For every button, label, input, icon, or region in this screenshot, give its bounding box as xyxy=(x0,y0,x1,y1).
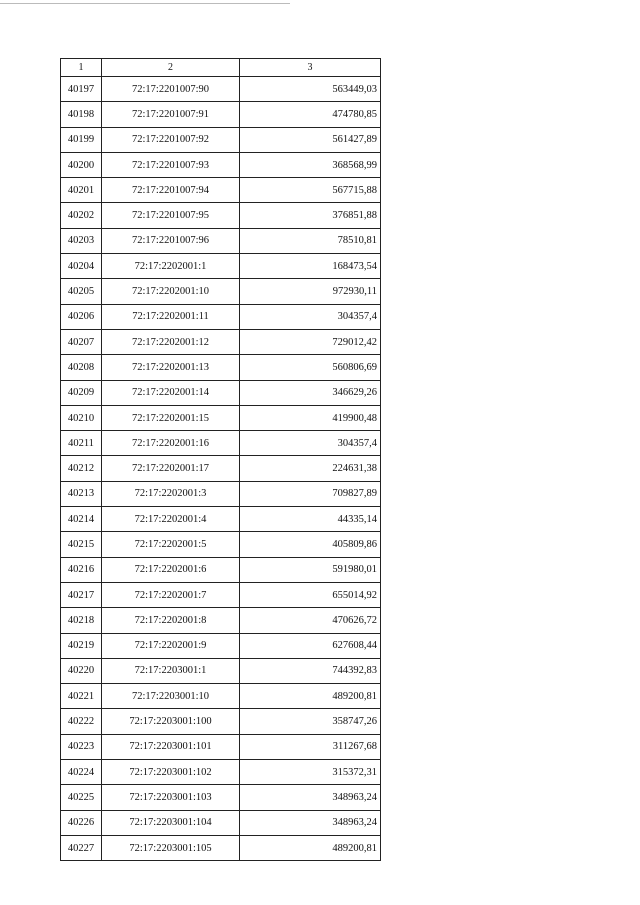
cadastral-value: 311267,68 xyxy=(240,734,381,759)
cadastral-number: 72:17:2202001:15 xyxy=(102,405,240,430)
table-row xyxy=(61,152,381,177)
row-number: 40214 xyxy=(61,507,102,532)
cadastral-value: 627608,44 xyxy=(240,633,381,658)
cadastral-number: 72:17:2202001:6 xyxy=(102,557,240,582)
row-number: 40199 xyxy=(61,127,102,152)
cadastral-number: 72:17:2202001:10 xyxy=(102,279,240,304)
header-row xyxy=(61,59,381,77)
table-row xyxy=(61,835,381,860)
table-row xyxy=(61,633,381,658)
cadastral-number: 72:17:2202001:1 xyxy=(102,254,240,279)
row-number: 40223 xyxy=(61,734,102,759)
row-number: 40203 xyxy=(61,228,102,253)
table-row xyxy=(61,254,381,279)
table-row xyxy=(61,709,381,734)
cadastral-number: 72:17:2202001:16 xyxy=(102,431,240,456)
cadastral-number: 72:17:2202001:8 xyxy=(102,608,240,633)
table-row xyxy=(61,431,381,456)
row-number: 40211 xyxy=(61,431,102,456)
cadastral-number: 72:17:2203001:104 xyxy=(102,810,240,835)
cadastral-value: 348963,24 xyxy=(240,810,381,835)
table-row xyxy=(61,810,381,835)
cadastral-value: 655014,92 xyxy=(240,582,381,607)
table-row xyxy=(61,532,381,557)
table-row xyxy=(61,734,381,759)
header-col-1: 1 xyxy=(61,59,102,77)
cadastral-value: 972930,11 xyxy=(240,279,381,304)
table-row xyxy=(61,405,381,430)
table-row xyxy=(61,785,381,810)
cadastral-value-table xyxy=(60,58,381,861)
row-number: 40208 xyxy=(61,355,102,380)
row-number: 40218 xyxy=(61,608,102,633)
row-number: 40200 xyxy=(61,152,102,177)
table-row xyxy=(61,228,381,253)
cadastral-number: 72:17:2203001:100 xyxy=(102,709,240,734)
row-number: 40219 xyxy=(61,633,102,658)
cadastral-value: 315372,31 xyxy=(240,760,381,785)
cadastral-number: 72:17:2202001:5 xyxy=(102,532,240,557)
cadastral-number: 72:17:2202001:12 xyxy=(102,329,240,354)
table-row xyxy=(61,77,381,102)
header-col-2: 2 xyxy=(102,59,240,77)
cadastral-number: 72:17:2201007:95 xyxy=(102,203,240,228)
row-number: 40198 xyxy=(61,102,102,127)
cadastral-value: 729012,42 xyxy=(240,329,381,354)
row-number: 40201 xyxy=(61,178,102,203)
cadastral-number: 72:17:2202001:17 xyxy=(102,456,240,481)
row-number: 40221 xyxy=(61,684,102,709)
cadastral-number: 72:17:2203001:102 xyxy=(102,760,240,785)
table-row xyxy=(61,380,381,405)
table-row xyxy=(61,329,381,354)
cadastral-number: 72:17:2202001:9 xyxy=(102,633,240,658)
cadastral-value: 44335,14 xyxy=(240,507,381,532)
cadastral-number: 72:17:2202001:4 xyxy=(102,507,240,532)
cadastral-value: 405809,86 xyxy=(240,532,381,557)
cadastral-number: 72:17:2201007:96 xyxy=(102,228,240,253)
row-number: 40210 xyxy=(61,405,102,430)
row-number: 40212 xyxy=(61,456,102,481)
cadastral-value: 304357,4 xyxy=(240,304,381,329)
cadastral-value: 304357,4 xyxy=(240,431,381,456)
row-number: 40205 xyxy=(61,279,102,304)
cadastral-value: 368568,99 xyxy=(240,152,381,177)
cadastral-value: 489200,81 xyxy=(240,684,381,709)
row-number: 40207 xyxy=(61,329,102,354)
cadastral-value: 376851,88 xyxy=(240,203,381,228)
table-row xyxy=(61,279,381,304)
table-row xyxy=(61,608,381,633)
cadastral-value: 474780,85 xyxy=(240,102,381,127)
table-row xyxy=(61,102,381,127)
header-col-3: 3 xyxy=(240,59,381,77)
cadastral-value: 560806,69 xyxy=(240,355,381,380)
row-number: 40206 xyxy=(61,304,102,329)
cadastral-number: 72:17:2201007:93 xyxy=(102,152,240,177)
cadastral-value: 419900,48 xyxy=(240,405,381,430)
cadastral-number: 72:17:2202001:3 xyxy=(102,481,240,506)
row-number: 40215 xyxy=(61,532,102,557)
table-row xyxy=(61,557,381,582)
cadastral-value: 744392,83 xyxy=(240,658,381,683)
row-number: 40202 xyxy=(61,203,102,228)
cadastral-number: 72:17:2202001:13 xyxy=(102,355,240,380)
row-number: 40225 xyxy=(61,785,102,810)
row-number: 40220 xyxy=(61,658,102,683)
cadastral-number: 72:17:2201007:92 xyxy=(102,127,240,152)
row-number: 40224 xyxy=(61,760,102,785)
table-row xyxy=(61,684,381,709)
cadastral-value: 709827,89 xyxy=(240,481,381,506)
cadastral-value: 168473,54 xyxy=(240,254,381,279)
table-body xyxy=(61,59,381,861)
row-number: 40222 xyxy=(61,709,102,734)
cadastral-value: 358747,26 xyxy=(240,709,381,734)
cadastral-value: 567715,88 xyxy=(240,178,381,203)
table-row xyxy=(61,355,381,380)
cadastral-value: 78510,81 xyxy=(240,228,381,253)
cadastral-number: 72:17:2201007:91 xyxy=(102,102,240,127)
row-number: 40216 xyxy=(61,557,102,582)
cadastral-number: 72:17:2203001:1 xyxy=(102,658,240,683)
row-number: 40213 xyxy=(61,481,102,506)
table-row xyxy=(61,760,381,785)
table-row xyxy=(61,304,381,329)
row-number: 40197 xyxy=(61,77,102,102)
cadastral-number: 72:17:2203001:10 xyxy=(102,684,240,709)
table-row xyxy=(61,658,381,683)
table-row xyxy=(61,178,381,203)
row-number: 40226 xyxy=(61,810,102,835)
cadastral-number: 72:17:2203001:101 xyxy=(102,734,240,759)
cadastral-value: 561427,89 xyxy=(240,127,381,152)
cadastral-number: 72:17:2201007:94 xyxy=(102,178,240,203)
table-row xyxy=(61,507,381,532)
cadastral-value: 470626,72 xyxy=(240,608,381,633)
cadastral-number: 72:17:2202001:14 xyxy=(102,380,240,405)
cadastral-number: 72:17:2201007:90 xyxy=(102,77,240,102)
cadastral-number: 72:17:2203001:103 xyxy=(102,785,240,810)
row-number: 40204 xyxy=(61,254,102,279)
cadastral-value: 224631,38 xyxy=(240,456,381,481)
top-rule xyxy=(0,3,290,4)
cadastral-value: 591980,01 xyxy=(240,557,381,582)
table-row xyxy=(61,127,381,152)
row-number: 40227 xyxy=(61,835,102,860)
cadastral-number: 72:17:2202001:7 xyxy=(102,582,240,607)
cadastral-value: 563449,03 xyxy=(240,77,381,102)
row-number: 40209 xyxy=(61,380,102,405)
cadastral-value: 348963,24 xyxy=(240,785,381,810)
table-row xyxy=(61,481,381,506)
table-row xyxy=(61,456,381,481)
cadastral-number: 72:17:2202001:11 xyxy=(102,304,240,329)
row-number: 40217 xyxy=(61,582,102,607)
cadastral-value: 489200,81 xyxy=(240,835,381,860)
table-row xyxy=(61,203,381,228)
table-row xyxy=(61,582,381,607)
cadastral-number: 72:17:2203001:105 xyxy=(102,835,240,860)
cadastral-value: 346629,26 xyxy=(240,380,381,405)
